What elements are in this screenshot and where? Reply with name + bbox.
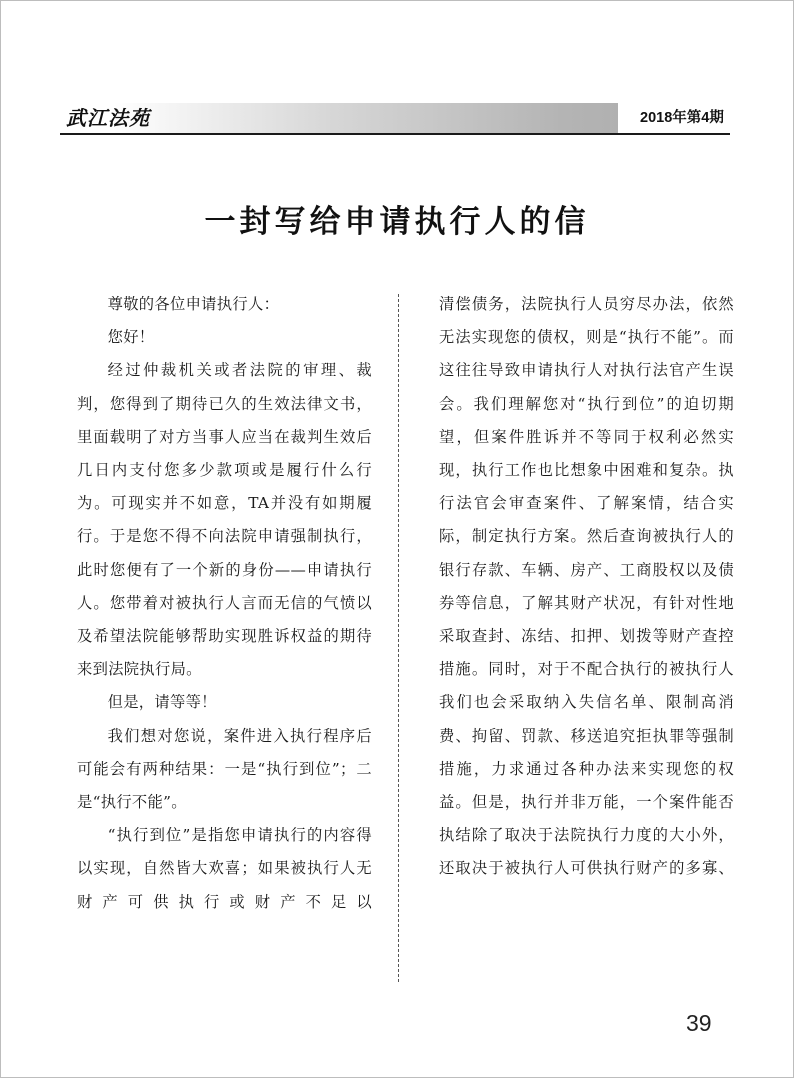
left-paragraph: 经过仲裁机关或者法院的审理、裁判，您得到了期待已久的生效法律文书，里面载明了对方当事人应当在裁判生效后几日内支付您多少款项或是履行什么行为。可现实并不如意，TA并没有如期履行。于是您不得不向法院申请强制执行，此时您便有了一个新的身份——申请执行人。您带着对被执行人言而无信的气愤以及希望法院能够帮助实现胜诉权益的期待来到法院执行局。 [77, 361, 372, 679]
issue-label: 2018年第4期 [640, 110, 724, 126]
header-rule [60, 133, 730, 135]
column-divider [398, 294, 399, 982]
page-number: 39 [686, 1010, 712, 1036]
journal-name: 武江法苑 [66, 106, 150, 130]
left-column [77, 288, 372, 919]
right-paragraph: 清偿债务，法院执行人员穷尽办法，依然无法实现您的债权，则是“执行不能”。而这往往导致申请执行人对执行法官产生误会。我们理解您对“执行到位”的迫切期望，但案件胜诉并不等同于权利必然实现，执行工作也比想象中困难和复杂。执行法官会审查案件、了解案情，结合实际，制定执行方案。然后查询被执行人的银行存款、车辆、房产、工商股权以及债券等信息，了解其财产状况，有针对性地采取查封、冻结、扣押、划拨等财产查控措施。同时，对于不配合执行的被执行人我们也会采取纳入失信名单、限制高消费、拘留、罚款、移送追究拒执罪等强制措施，力求通过各种办法来实现您的权益。但是，执行并非万能，一个案件能否执结除了取决于法院执行力度的大小外，还取决于被执行人可供执行财产的多寡、 [439, 295, 734, 878]
left-paragraph: 我们想对您说，案件进入执行程序后可能会有两种结果：一是“执行到位”；二是“执行不能”。 [77, 726, 372, 812]
left-paragraph: “执行到位”是指您申请执行的内容得以实现，自然皆大欢喜；如果被执行人无财产可供执行或财产不足以 [77, 826, 372, 911]
left-paragraph: 您好！ [107, 328, 155, 347]
right-column [439, 288, 734, 886]
header-band [60, 103, 730, 133]
left-paragraph: 尊敬的各位申请执行人： [107, 295, 280, 313]
left-paragraph: 但是，请等等！ [107, 693, 217, 712]
article-title: 一封写给申请执行人的信 [204, 204, 590, 240]
